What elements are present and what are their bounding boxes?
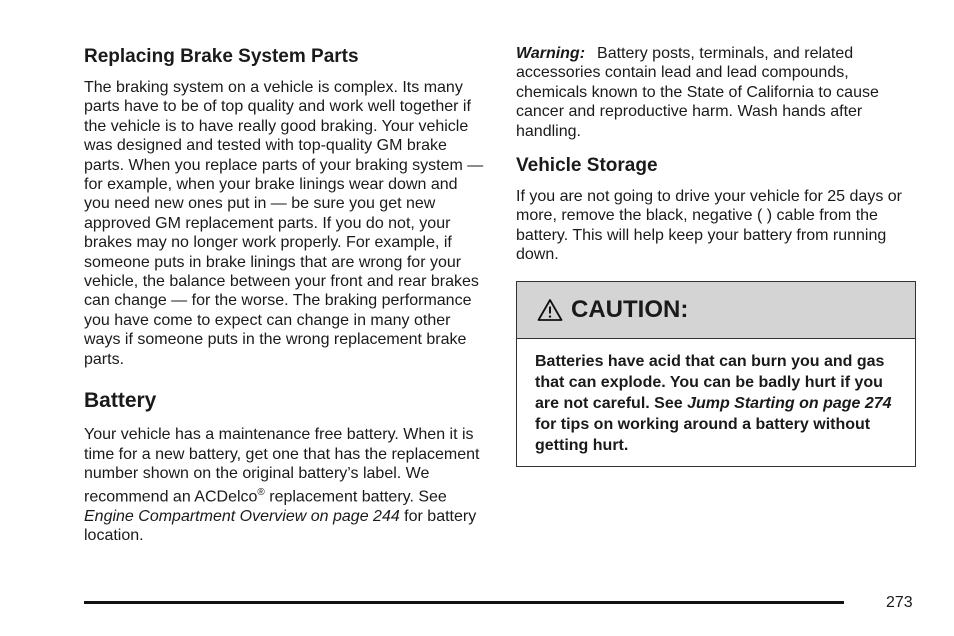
left-column: [84, 44, 486, 546]
caution-text-1: Batteries have acid that can burn you and gas that can explode. You can be badly hurt if you are not careful. See: [535, 353, 885, 412]
caution-box: [516, 281, 916, 467]
warning-paragraph: [516, 44, 918, 141]
page-number: 273: [886, 594, 913, 611]
section-title-vehicle-storage: Vehicle Storage: [516, 155, 658, 177]
caution-header: [517, 282, 915, 339]
footer-rule: [84, 601, 844, 604]
caution-title: CAUTION:: [571, 296, 689, 323]
jump-starting-reference: Jump Starting on page 274: [687, 395, 892, 412]
warning-text: Battery posts, terminals, and related accessories contain lead and lead compounds, chemicals known to the State of California to cause cancer and reproductive harm. Wash hands after handling.: [516, 45, 879, 140]
caution-text-2: for tips on working around a battery without getting hurt.: [535, 416, 871, 454]
right-column: [516, 44, 918, 265]
warning-triangle-icon: [537, 298, 563, 322]
vehicle-storage-paragraph: If you are not going to drive your vehicle for 25 days or more, remove the black, negative ( ) cable from the battery. This will help keep your battery from running down.: [516, 188, 902, 264]
engine-compartment-reference: Engine Compartment Overview on page 244: [84, 508, 400, 526]
brake-parts-paragraph: The braking system on a vehicle is complex. Its many parts have to be of top quality and work well together if the vehicle is to have really good braking. Your vehicle was designed and tested with top-quality GM brake parts. When you replace parts of your braking system — for example, when your brake linings wear down and you need new ones put in — be sure you get new approved GM replacement parts. If you do not, your brakes may no longer work properly. For example, if someone puts in brake linings that are wrong for your vehicle, the balance between your front and rear brakes can change — for the worse. The braking performance you have come to expect can change in many other ways if someone puts in the wrong replacement brake parts.: [84, 79, 484, 368]
registered-mark: ®: [257, 487, 265, 499]
battery-paragraph: [84, 425, 486, 546]
section-title-brake-parts: Replacing Brake System Parts: [84, 46, 359, 67]
battery-text-2: replacement battery. See: [264, 488, 447, 506]
warning-label: Warning:: [516, 45, 586, 62]
battery-text-1: Your vehicle has a maintenance free battery. When it is time for a new battery, get one that has the replacement number shown on the original battery’s label. We recommend an ACDelco: [84, 426, 480, 506]
section-title-battery: Battery: [84, 389, 157, 413]
battery-text-3: for battery location.: [84, 508, 477, 545]
caution-body: [517, 339, 915, 456]
